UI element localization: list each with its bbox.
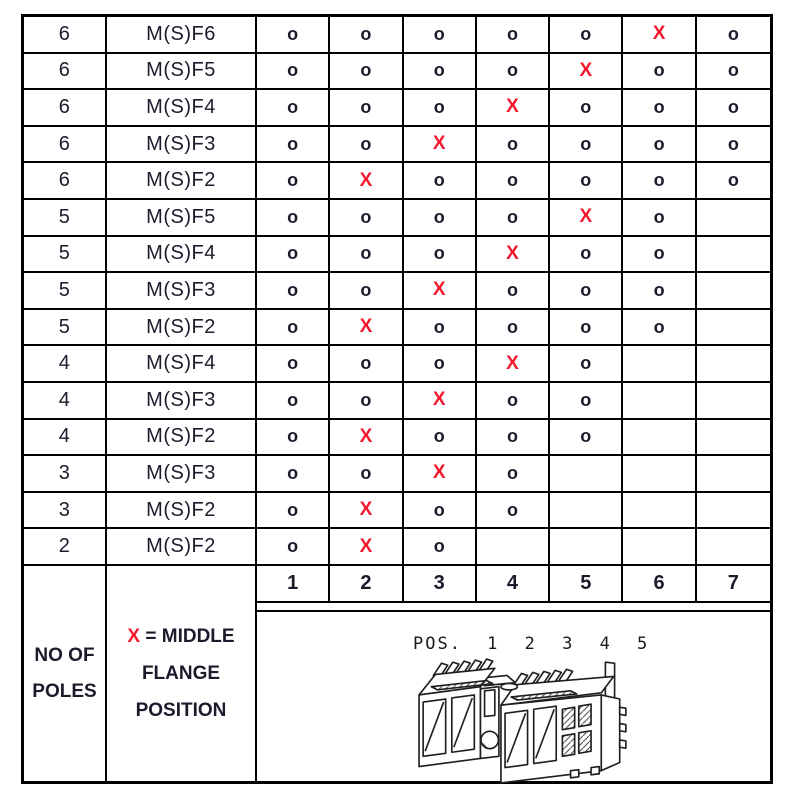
flange-label-cell: M(S)F4: [107, 237, 257, 274]
flange-label-cell: M(S)F2: [107, 420, 257, 457]
mark-cell: o: [623, 127, 696, 164]
mark-cell: o: [257, 127, 330, 164]
mark-cell: o: [257, 346, 330, 383]
position-number-cell: 6: [623, 566, 696, 603]
mark-cell: X: [477, 237, 550, 274]
poles-header-line1: NO OF: [34, 644, 95, 666]
legend-x-symbol: X: [127, 626, 141, 647]
poles-value-cell: 3: [24, 456, 107, 493]
mark-cell: [697, 237, 770, 274]
mark-cell: o: [550, 127, 623, 164]
mark-cell: o: [330, 273, 403, 310]
mark-cell: o: [550, 310, 623, 347]
mark-cell: o: [330, 127, 403, 164]
mark-cell: [697, 493, 770, 530]
mark-cell: X: [550, 200, 623, 237]
mark-cell: o: [477, 54, 550, 91]
mark-cell: o: [330, 17, 403, 54]
mark-cell: o: [330, 237, 403, 274]
position-number-cell: 3: [404, 566, 477, 603]
mark-cell: o: [330, 346, 403, 383]
poles-value-cell: 5: [24, 200, 107, 237]
mark-cell: [697, 273, 770, 310]
poles-value-cell: 2: [24, 529, 107, 566]
legend-line2: FLANGE: [141, 663, 221, 684]
mark-cell: o: [697, 54, 770, 91]
flange-label-cell: M(S)F3: [107, 273, 257, 310]
mark-cell: o: [330, 54, 403, 91]
flange-label-cell: M(S)F5: [107, 200, 257, 237]
poles-value-cell: 4: [24, 383, 107, 420]
mark-cell: o: [477, 17, 550, 54]
mark-cell: o: [623, 200, 696, 237]
mark-cell: o: [477, 420, 550, 457]
flange-label-cell: M(S)F2: [107, 493, 257, 530]
mark-cell: o: [623, 90, 696, 127]
flange-label-cell: M(S)F3: [107, 456, 257, 493]
flange-label-cell: M(S)F4: [107, 346, 257, 383]
mark-cell: o: [623, 237, 696, 274]
mark-cell: [623, 456, 696, 493]
mark-cell: [550, 493, 623, 530]
mark-cell: o: [477, 127, 550, 164]
mark-cell: [550, 529, 623, 566]
mark-cell: X: [623, 17, 696, 54]
mark-cell: o: [477, 456, 550, 493]
mark-cell: o: [623, 163, 696, 200]
mark-cell: [697, 346, 770, 383]
mark-cell: X: [477, 90, 550, 127]
position-number-cell: 1: [257, 566, 330, 603]
mark-cell: o: [550, 17, 623, 54]
legend-cell: [107, 566, 257, 781]
mark-cell: [623, 529, 696, 566]
mark-cell: X: [330, 310, 403, 347]
mark-cell: o: [697, 163, 770, 200]
mark-cell: X: [404, 383, 477, 420]
bottom-section: [24, 566, 770, 781]
poles-value-cell: 5: [24, 237, 107, 274]
mark-cell: o: [404, 163, 477, 200]
poles-value-cell: 6: [24, 17, 107, 54]
mark-cell: o: [257, 310, 330, 347]
mark-cell: [697, 420, 770, 457]
mark-cell: o: [330, 456, 403, 493]
mark-cell: o: [257, 237, 330, 274]
mark-cell: o: [257, 54, 330, 91]
mark-cell: o: [404, 529, 477, 566]
flange-label-cell: M(S)F4: [107, 90, 257, 127]
flange-label-cell: M(S)F6: [107, 17, 257, 54]
flange-label-cell: M(S)F2: [107, 310, 257, 347]
mark-cell: o: [404, 90, 477, 127]
mark-cell: o: [477, 493, 550, 530]
poles-value-cell: 6: [24, 54, 107, 91]
mark-cell: o: [330, 90, 403, 127]
mark-cell: X: [330, 529, 403, 566]
flange-label-cell: M(S)F2: [107, 163, 257, 200]
bottom-right-area: [257, 566, 770, 781]
mark-cell: o: [550, 90, 623, 127]
position-number-cell: 2: [330, 566, 403, 603]
mark-cell: o: [623, 54, 696, 91]
rows-grid: [24, 17, 770, 566]
mark-cell: [697, 383, 770, 420]
flange-label-cell: M(S)F3: [107, 127, 257, 164]
mark-cell: o: [257, 273, 330, 310]
position-number-cell: 5: [550, 566, 623, 603]
position-number-cell: 4: [477, 566, 550, 603]
poles-value-cell: 4: [24, 346, 107, 383]
mark-cell: o: [623, 273, 696, 310]
mark-cell: o: [404, 237, 477, 274]
mark-cell: o: [257, 529, 330, 566]
poles-header-cell: [24, 566, 107, 781]
mark-cell: o: [697, 90, 770, 127]
legend-line1-rest: = MIDDLE: [140, 626, 235, 647]
mark-cell: o: [257, 456, 330, 493]
mark-cell: o: [257, 420, 330, 457]
mark-cell: o: [550, 163, 623, 200]
connector-drawing: [417, 656, 632, 784]
position-number-row: [257, 566, 770, 603]
poles-value-cell: 5: [24, 310, 107, 347]
mark-cell: X: [330, 420, 403, 457]
mark-cell: o: [623, 310, 696, 347]
mark-cell: o: [404, 17, 477, 54]
mark-cell: o: [257, 383, 330, 420]
pos-caption: POS. 1 2 3 4 5: [413, 634, 650, 654]
mark-cell: [623, 493, 696, 530]
mark-cell: [697, 456, 770, 493]
mark-cell: o: [697, 127, 770, 164]
mark-cell: o: [477, 163, 550, 200]
mark-cell: o: [257, 163, 330, 200]
mark-cell: o: [697, 17, 770, 54]
mark-cell: [550, 456, 623, 493]
mark-cell: o: [257, 493, 330, 530]
poles-value-cell: 4: [24, 420, 107, 457]
mark-cell: [697, 200, 770, 237]
poles-value-cell: 6: [24, 127, 107, 164]
mark-cell: [697, 310, 770, 347]
mark-cell: o: [404, 493, 477, 530]
mark-cell: o: [257, 17, 330, 54]
mark-cell: o: [404, 420, 477, 457]
mark-cell: [623, 383, 696, 420]
mark-cell: o: [477, 273, 550, 310]
mark-cell: o: [330, 200, 403, 237]
legend-line1: [127, 618, 234, 655]
poles-value-cell: 6: [24, 90, 107, 127]
mark-cell: o: [404, 346, 477, 383]
mark-cell: X: [477, 346, 550, 383]
flange-position-table: [21, 14, 773, 784]
mark-cell: X: [404, 127, 477, 164]
mark-cell: o: [550, 383, 623, 420]
divider-gap: [257, 603, 770, 610]
mark-cell: o: [257, 90, 330, 127]
mark-cell: o: [550, 273, 623, 310]
mark-cell: o: [550, 346, 623, 383]
mark-cell: o: [477, 200, 550, 237]
mark-cell: [697, 529, 770, 566]
poles-value-cell: 5: [24, 273, 107, 310]
position-number-cell: 7: [697, 566, 770, 603]
mark-cell: X: [330, 163, 403, 200]
mark-cell: o: [404, 310, 477, 347]
mark-cell: X: [404, 273, 477, 310]
mark-cell: X: [550, 54, 623, 91]
mark-cell: o: [330, 383, 403, 420]
mark-cell: o: [404, 54, 477, 91]
mark-cell: [623, 420, 696, 457]
mark-cell: [623, 346, 696, 383]
poles-header-line2: POLES: [32, 680, 97, 702]
flange-label-cell: M(S)F3: [107, 383, 257, 420]
legend-line3: POSITION: [135, 700, 227, 721]
mark-cell: o: [404, 200, 477, 237]
mark-cell: o: [477, 383, 550, 420]
mark-cell: X: [330, 493, 403, 530]
poles-value-cell: 3: [24, 493, 107, 530]
flange-label-cell: M(S)F2: [107, 529, 257, 566]
poles-value-cell: 6: [24, 163, 107, 200]
connector-image-cell: [257, 610, 770, 781]
mark-cell: o: [257, 200, 330, 237]
mark-cell: o: [550, 237, 623, 274]
mark-cell: X: [404, 456, 477, 493]
mark-cell: o: [477, 310, 550, 347]
flange-label-cell: M(S)F5: [107, 54, 257, 91]
mark-cell: o: [550, 420, 623, 457]
mark-cell: [477, 529, 550, 566]
